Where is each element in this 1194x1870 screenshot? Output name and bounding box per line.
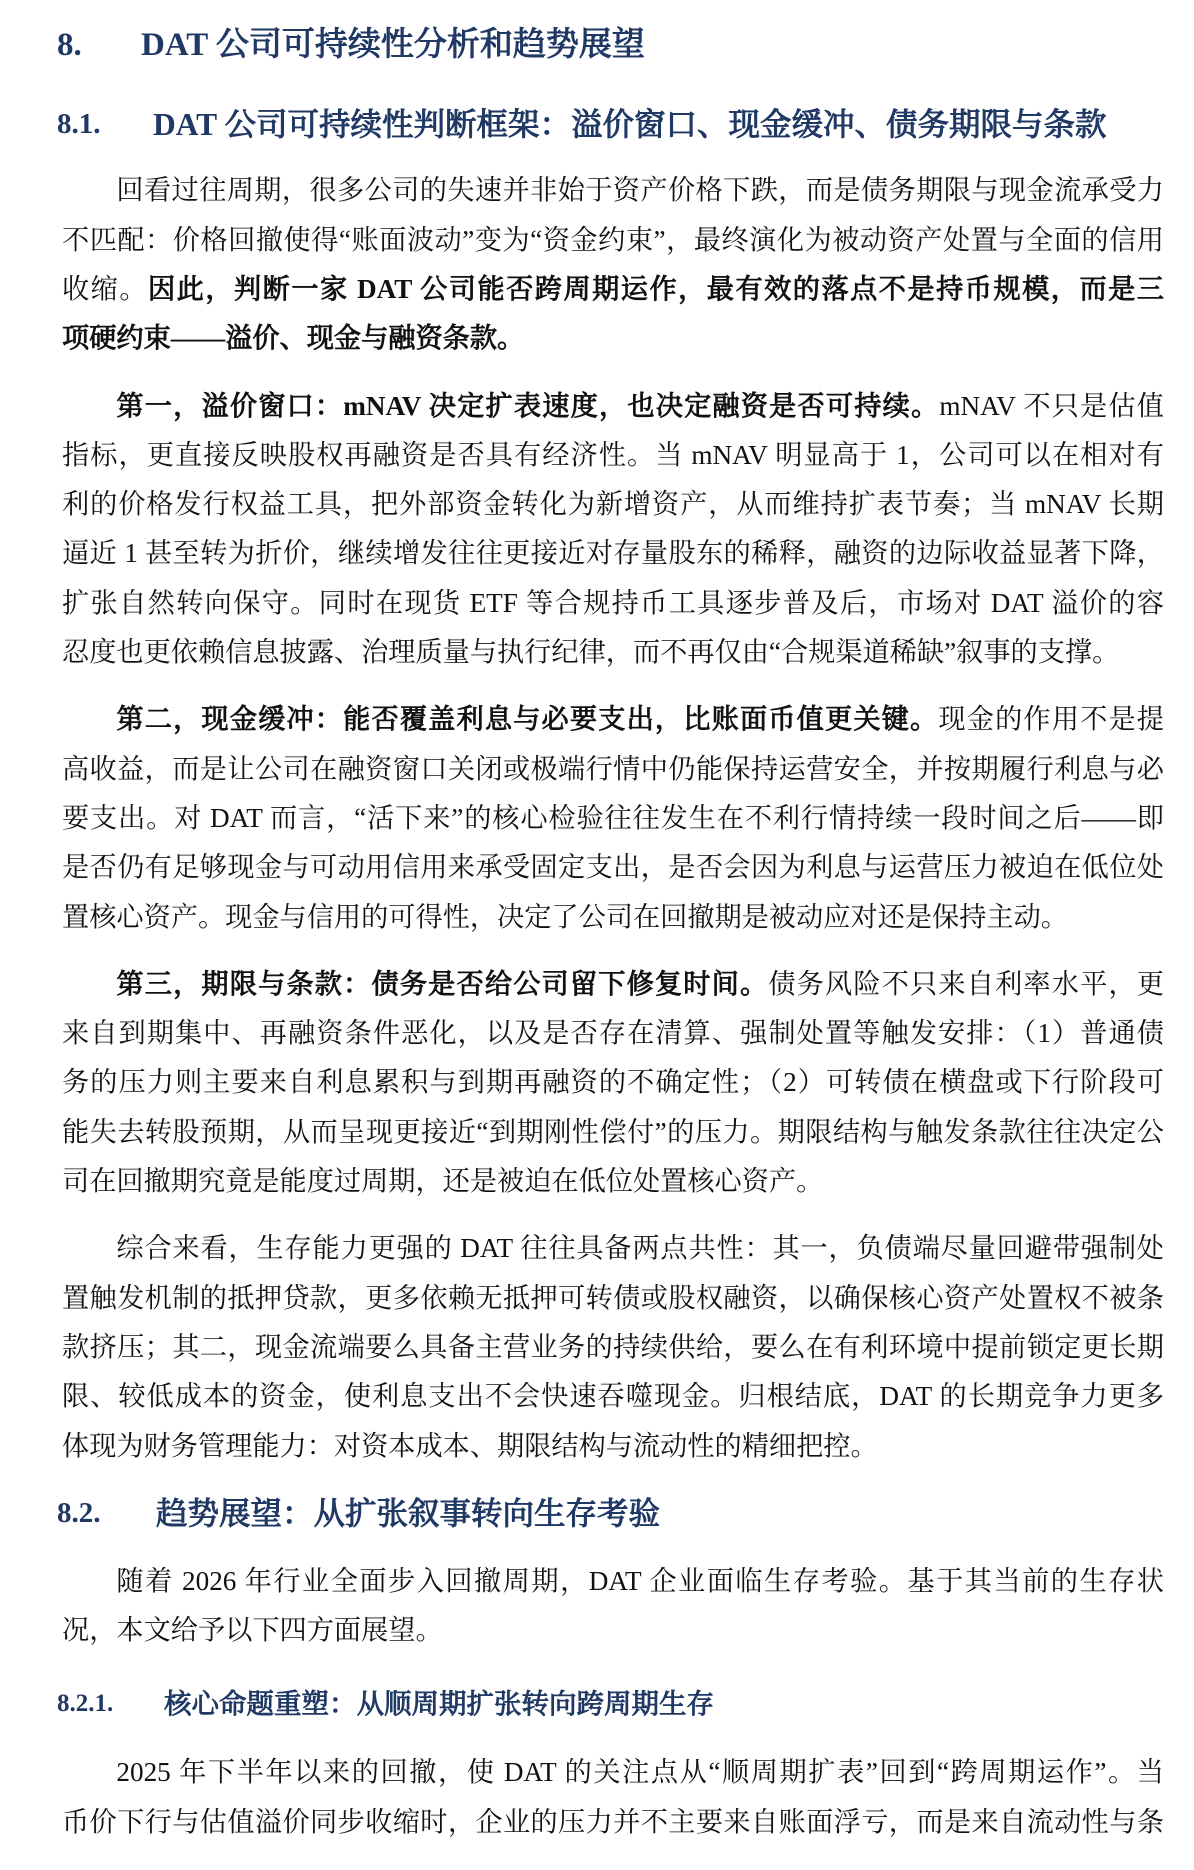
paragraph-line bbox=[62, 216, 1164, 265]
line-text: 来自到期集中、再融资条件恶化，以及是否存在清算、强制处置等触发安排：（1）普通债 bbox=[62, 1018, 1164, 1049]
paragraph-line bbox=[62, 1108, 1164, 1157]
paragraph bbox=[62, 1224, 1164, 1470]
line-text: 款挤压；其二，现金流端要么具备主营业务的持续供给，要么在有利环境中提前锁定更长期 bbox=[62, 1331, 1164, 1362]
paragraph-line bbox=[62, 1422, 1164, 1471]
line-text: 是否仍有足够现金与可动用信用来承受固定支出，是否会因为利息与运营压力被迫在低位处 bbox=[62, 852, 1164, 883]
heading-title: 核心命题重塑：从顺周期扩张转向跨周期生存 bbox=[164, 1688, 714, 1720]
paragraph bbox=[62, 382, 1164, 678]
paragraph-line bbox=[62, 431, 1164, 480]
line-text: 能失去转股预期，从而呈现更接近“到期刚性偿付”的压力。期限结构与触发条款往往决定公 bbox=[62, 1116, 1164, 1147]
paragraph-line bbox=[62, 1748, 1164, 1797]
line-text: 不匹配：价格回撤使得“账面波动”变为“资金约束”，最终演化为被动资产处置与全面的信用 bbox=[62, 224, 1164, 255]
line-text: 置触发机制的抵押贷款，更多依赖无抵押可转债或股权融资，以确保核心资产处置权不被条 bbox=[62, 1282, 1164, 1313]
paragraph-line bbox=[62, 1606, 1164, 1655]
heading-number: 8.2.1. bbox=[57, 1690, 114, 1718]
paragraph-line bbox=[62, 1274, 1164, 1323]
line-text: 收缩。 bbox=[62, 273, 149, 304]
paragraph-line bbox=[62, 314, 1164, 363]
line-text: 综合来看，生存能力更强的 DAT 往往具备两点共性：其一，负债端尽量回避带强制处 bbox=[116, 1233, 1164, 1264]
line-text: 逼近 1 甚至转为折价，继续增发往往更接近对存量股东的稀释，融资的边际收益显著下降， bbox=[62, 538, 1164, 569]
line-text: 币价下行与估值溢价同步收缩时，企业的压力并不主要来自账面浮亏，而是来自流动性与条 bbox=[62, 1806, 1164, 1837]
paragraph-line bbox=[62, 893, 1164, 942]
paragraph-line bbox=[62, 480, 1164, 529]
emphasis-text: 因此，判断一家 DAT 公司能否跨周期运作，最有效的落点不是持币规模，而是三 bbox=[148, 273, 1164, 304]
paragraph-line bbox=[62, 1798, 1164, 1847]
line-text: 要支出。对 DAT 而言，“活下来”的核心检验往往发生在不利行情持续一段时间之后——即 bbox=[62, 802, 1164, 833]
line-text: 利的价格发行权益工具，把外部资金转化为新增资产，从而维持扩表节奏；当 mNAV 长期 bbox=[62, 489, 1164, 520]
paragraph-line bbox=[62, 1372, 1164, 1421]
paragraph bbox=[62, 1748, 1164, 1847]
paragraph-line bbox=[62, 1224, 1164, 1273]
line-text: 现金的作用不是提 bbox=[938, 704, 1164, 735]
paragraph-line bbox=[62, 1157, 1164, 1206]
paragraph-line bbox=[62, 1557, 1164, 1606]
heading-number: 8.1. bbox=[57, 108, 101, 140]
line-text: 况，本文给予以下四方面展望。 bbox=[62, 1615, 443, 1646]
paragraph-line bbox=[62, 265, 1164, 314]
paragraph-line bbox=[62, 628, 1164, 677]
paragraph-line bbox=[62, 1058, 1164, 1107]
paragraph-line bbox=[62, 382, 1164, 431]
line-text: 限、较低成本的资金，使利息支出不会快速吞噬现金。归根结底，DAT 的长期竞争力更多 bbox=[62, 1381, 1164, 1412]
line-text: 忍度也更依赖信息披露、治理质量与执行纪律，而不再仅由“合规渠道稀缺”叙事的支撑。 bbox=[62, 637, 1120, 668]
heading-number: 8. bbox=[57, 27, 82, 63]
line-text: 务的压力则主要来自利息累积与到期再融资的不确定性；（2）可转债在横盘或下行阶段可 bbox=[62, 1067, 1164, 1098]
emphasis-text: 项硬约束——溢价、现金与融资条款。 bbox=[62, 323, 525, 354]
paragraph-line bbox=[62, 579, 1164, 628]
heading-title: DAT 公司可持续性分析和趋势展望 bbox=[141, 27, 645, 63]
line-text: mNAV 不只是估值 bbox=[939, 390, 1164, 421]
paragraph bbox=[62, 960, 1164, 1206]
line-text: 置核心资产。现金与信用的可得性，决定了公司在回撤期是被动应对还是保持主动。 bbox=[62, 901, 1068, 932]
paragraph-line bbox=[62, 843, 1164, 892]
paragraph-line bbox=[62, 1323, 1164, 1372]
paragraph-line bbox=[62, 166, 1164, 215]
heading-title: DAT 公司可持续性判断框架：溢价窗口、现金缓冲、债务期限与条款 bbox=[153, 107, 1107, 142]
line-text: 高收益，而是让公司在融资窗口关闭或极端行情中仍能保持运营安全，并按期履行利息与必 bbox=[62, 753, 1164, 784]
line-text: 扩张自然转向保守。同时在现货 ETF 等合规持币工具逐步普及后，市场对 DAT 溢价的容 bbox=[62, 587, 1164, 618]
paragraph-line bbox=[62, 695, 1164, 744]
section-heading-8-2 bbox=[0, 1489, 1194, 1538]
heading-title: 趋势展望：从扩张叙事转向生存考验 bbox=[156, 1495, 661, 1531]
paragraph-line bbox=[62, 745, 1164, 794]
paragraph-line bbox=[62, 529, 1164, 578]
paragraph-line bbox=[62, 1009, 1164, 1058]
paragraph-line bbox=[62, 960, 1164, 1009]
paragraph bbox=[62, 695, 1164, 941]
emphasis-text: 第三，期限与条款：债务是否给公司留下修复时间。 bbox=[116, 968, 769, 999]
line-text: 随着 2026 年行业全面步入回撤周期，DAT 企业面临生存考验。基于其当前的生存状 bbox=[116, 1565, 1164, 1596]
line-text: 2025 年下半年以来的回撤，使 DAT 的关注点从“顺周期扩表”回到“跨周期运作”。当 bbox=[116, 1757, 1164, 1788]
heading-number: 8.2. bbox=[57, 1496, 101, 1529]
paragraph bbox=[62, 166, 1164, 363]
emphasis-text: 第一，溢价窗口：mNAV 决定扩表速度，也决定融资是否可持续。 bbox=[116, 390, 940, 421]
line-text: 体现为财务管理能力：对资本成本、期限结构与流动性的精细把控。 bbox=[62, 1430, 878, 1461]
paragraph-line bbox=[62, 794, 1164, 843]
section-heading-8 bbox=[0, 20, 1194, 70]
section-heading-8-2-1 bbox=[0, 1679, 1194, 1728]
line-text: 指标，更直接反映股权再融资是否具有经济性。当 mNAV 明显高于 1，公司可以在相对有 bbox=[62, 439, 1164, 470]
paragraph bbox=[62, 1557, 1164, 1656]
emphasis-text: 第二，现金缓冲：能否覆盖利息与必要支出，比账面币值更关键。 bbox=[116, 704, 939, 735]
line-text: 司在回撤期究竟是能度过周期，还是被迫在低位处置核心资产。 bbox=[62, 1166, 824, 1197]
section-heading-8-1 bbox=[0, 100, 1194, 149]
line-text: 回看过往周期，很多公司的失速并非始于资产价格下跌，而是债务期限与现金流承受力 bbox=[116, 175, 1164, 206]
line-text: 债务风险不只来自利率水平，更 bbox=[768, 968, 1164, 999]
